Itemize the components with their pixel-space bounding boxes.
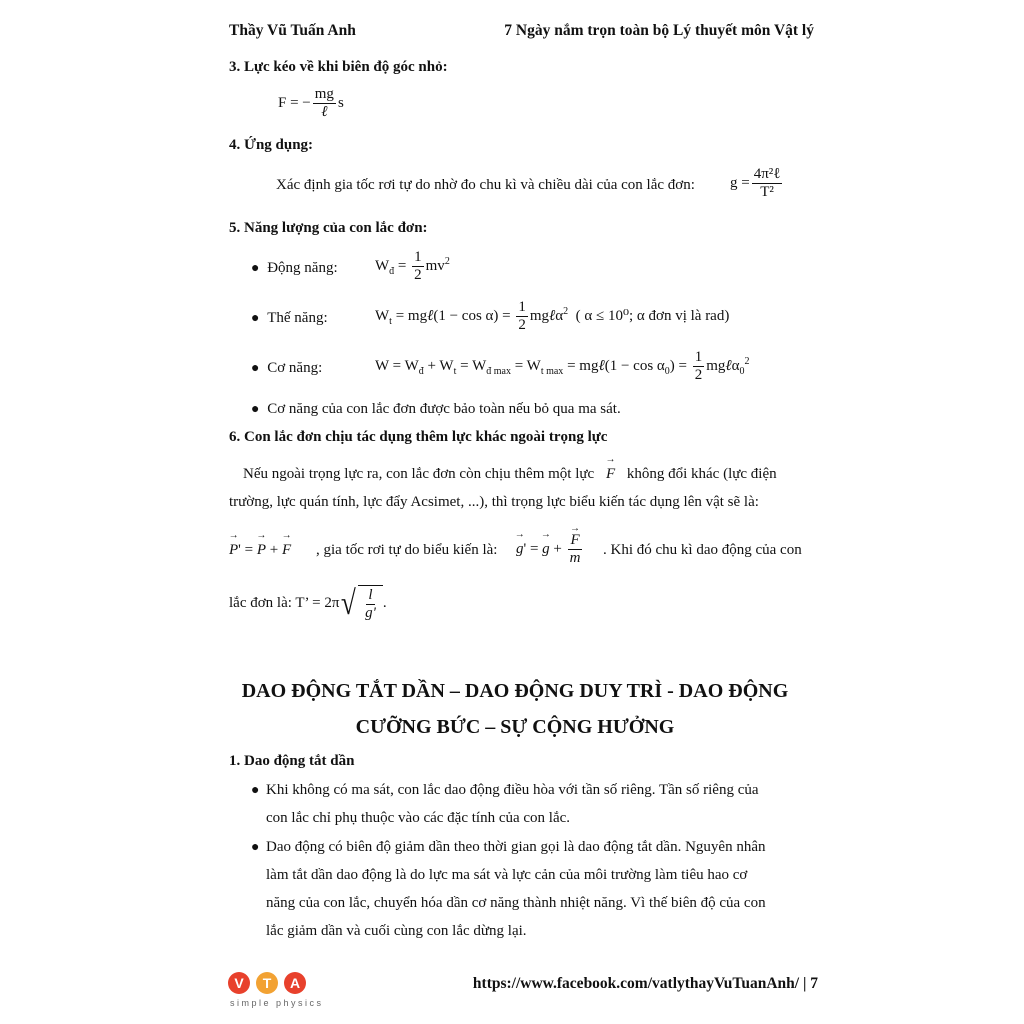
damped-bullet-2 [251, 833, 259, 862]
s6-text-3a: , gia tốc rơi tự do biểu kiến là: [316, 542, 498, 558]
damped-b2-line-1: Dao động có biên độ giảm dần theo thời gian gọi là dao động tắt dần. Nguyên nhân [266, 839, 766, 855]
footer-link[interactable] [473, 975, 818, 993]
potential-label: Thế năng: [267, 310, 328, 326]
bullet-icon: ● [251, 261, 260, 276]
bullet-icon: ● [251, 783, 260, 798]
g-numerator: 4π²ℓ [753, 166, 781, 182]
formula-fraction [313, 86, 336, 121]
formula-lhs: F = − [278, 94, 311, 111]
formula-tail: s [337, 94, 344, 111]
bullet-icon: ● [251, 402, 260, 417]
conservation-text: Cơ năng của con lắc đơn được bảo toàn nếu bỏ qua ma sát. [267, 401, 621, 417]
section-4-heading: 4. Ứng dụng: [229, 137, 314, 153]
mechanical-formula: $W = W_đ + W_t = W_{đ max} = W_{t max}$ = mgℓ(1 − $\cos \alpha_0$) = $\frac{1}{2}$ mgℓα$_0^2$ [375, 349, 750, 383]
footer-separator: | [802, 975, 807, 992]
mechanical-label: Cơ năng: [267, 360, 323, 376]
bullet-icon: ● [251, 840, 260, 855]
damped-b1-line-2: con lắc chỉ phụ thuộc vào các đặc tính của con lắc. [266, 810, 571, 826]
s6-text-3b: . Khi đó chu kì dao động của con [603, 542, 802, 558]
s6-line-4 [229, 585, 387, 622]
apparent-weight-formula: → P' = → P + → F [229, 542, 291, 559]
s6-text-4b: . [382, 594, 387, 611]
conservation-row [251, 401, 621, 418]
section-6-heading: 6. Con lắc đơn chịu tác dụng thêm lực khác ngoài trọng lực [229, 429, 608, 445]
sqrt-expression: √ $\frac{l}{g'}$ [339, 585, 382, 622]
kinetic-formula: $W_đ$ = $\frac{1}{2}$ $mv^2$ [375, 249, 450, 283]
damped-bullet-2-text [266, 833, 816, 945]
fraction-denominator: ℓ [321, 104, 328, 120]
vector-F: → F [606, 466, 615, 483]
vta-logo [228, 972, 318, 996]
header-book-title: 7 Ngày nắm trọn toàn bộ Lý thuyết môn Vật lý [504, 22, 814, 39]
damped-bullet-1-text [266, 776, 816, 832]
apparent-gravity-formula: → g' = → g + → $\frac{F}{m}$ [516, 532, 584, 567]
s6-line-1 [243, 466, 777, 483]
damped-bullet-1 [251, 776, 259, 805]
mechanical-energy-row [251, 360, 322, 377]
potential-energy-row [251, 310, 328, 327]
damped-b2-line-2: làm tắt dần dao động là do lực ma sát và lực cản của môi trường làm tiêu hao cơ [266, 867, 748, 883]
kinetic-energy-row [251, 260, 338, 277]
footer-url[interactable]: https://www.facebook.com/vatlythayVuTuanAnh/ [472, 975, 800, 992]
damped-b2-line-4: lắc giảm dần và cuối cùng con lắc dừng lại. [266, 923, 527, 939]
s6-text-4a: lắc đơn là: T’ = 2π [229, 594, 340, 611]
header-author: Thầy Vũ Tuấn Anh [229, 22, 356, 39]
application-text: Xác định gia tốc rơi tự do nhờ đo chu kì và chiều dài của con lắc đơn: [276, 177, 695, 193]
restoring-force-formula [278, 86, 344, 121]
bullet-icon: ● [251, 311, 260, 326]
potential-formula: $W_t$ = mgℓ(1 − cos α) = $\frac{1}{2}$ mgℓα$^2$ ( α ≤ 10⁰; α đơn vị là rad) [375, 299, 730, 333]
page-number: 7 [810, 975, 818, 992]
chapter-title-line-1: DAO ĐỘNG TẮT DẦN – DAO ĐỘNG DUY TRÌ - DAO ĐỘNG [241, 680, 789, 702]
logo-letter-t: T [256, 972, 278, 994]
g-fraction [752, 166, 783, 201]
s6-text-1a: Nếu ngoài trọng lực ra, con lắc đơn còn chịu thêm một lực [243, 466, 595, 482]
g-denominator: T² [760, 184, 774, 200]
bullet-icon: ● [251, 361, 260, 376]
s6-text-1b: không đổi khác (lực điện [626, 466, 777, 482]
section-5-heading: 5. Năng lượng của con lắc đơn: [229, 220, 428, 236]
logo-tagline: simple physics [230, 998, 324, 1008]
kinetic-label: Động năng: [267, 260, 338, 276]
g-lhs: g = [730, 174, 750, 191]
potential-note: ( α ≤ 10⁰; α đơn vị là rad) [575, 307, 730, 324]
s6-line-2: trường, lực quán tính, lực đẩy Acsimet, ...), thì trọng lực biểu kiến tác dụng lên vật sẽ là: [229, 494, 759, 510]
section-3-heading: 3. Lực kéo về khi biên độ góc nhỏ: [229, 59, 448, 75]
logo-letter-v: V [228, 972, 250, 994]
logo-letter-a: A [284, 972, 306, 994]
gravity-formula [730, 166, 784, 201]
chapter-title-line-2: CƯỠNG BỨC – SỰ CỘNG HƯỞNG [355, 716, 675, 738]
damped-heading: 1. Dao động tắt dần [229, 753, 355, 769]
damped-b1-line-1: Khi không có ma sát, con lắc dao động điều hòa với tần số riêng. Tần số riêng của [266, 782, 759, 798]
damped-b2-line-3: năng của con lắc, chuyển hóa dần cơ năng thành nhiệt năng. Vì thế biên độ của con [266, 895, 766, 911]
fraction-numerator: mg [314, 86, 334, 102]
